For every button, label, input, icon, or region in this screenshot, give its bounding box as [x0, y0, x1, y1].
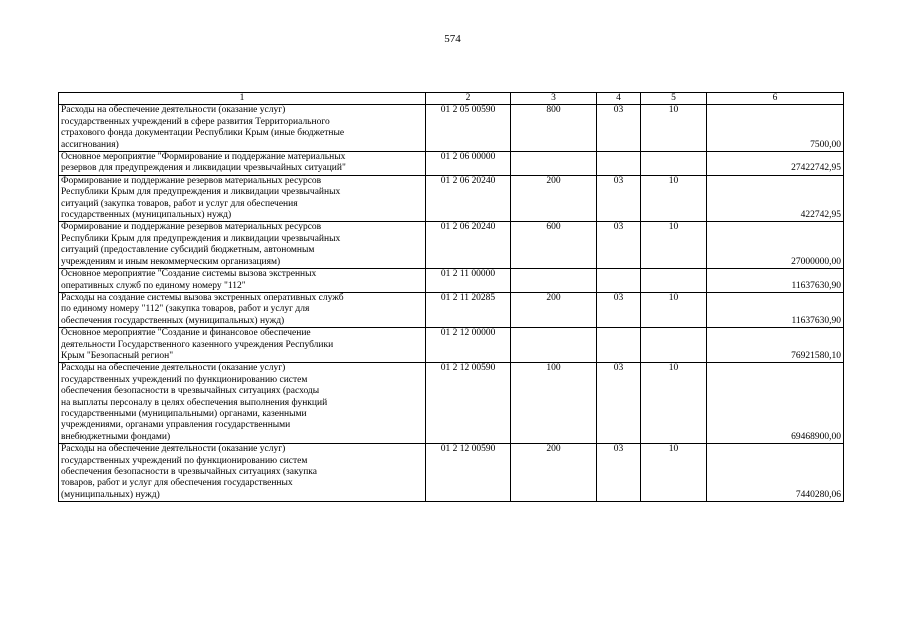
row-subsection-cell: 10	[641, 222, 707, 269]
row-expense-type-cell	[511, 269, 597, 293]
row-name-cell: Расходы на обеспечение деятельности (оказание услуг) государственных учреждений в сфере развития Территориального страхового фонда документации Республики Крым (иные бюджетные ассигнования)	[59, 105, 426, 152]
row-section-cell: 03	[597, 363, 641, 444]
row-name-cell: Расходы на создание системы вызова экстренных оперативных служб по единому номеру "112" (закупка товаров, работ и услуг для обеспечения государственных (муниципальных) нужд)	[59, 292, 426, 327]
row-sum-cell: 7440280,06	[707, 444, 844, 502]
row-subsection-cell: 10	[641, 175, 707, 222]
table-row	[59, 105, 844, 152]
row-code-cell: 01 2 11 00000	[426, 269, 511, 293]
row-expense-type-cell	[511, 152, 597, 176]
header-cell-4: 4	[597, 93, 641, 105]
row-section-cell: 03	[597, 444, 641, 502]
row-expense-type-cell: 600	[511, 222, 597, 269]
row-section-cell: 03	[597, 175, 641, 222]
row-sum-cell: 76921580,10	[707, 328, 844, 363]
header-cell-2: 2	[426, 93, 511, 105]
row-subsection-cell: 10	[641, 444, 707, 502]
table-row	[59, 175, 844, 222]
header-cell-6: 6	[707, 93, 844, 105]
row-name-cell: Основное мероприятие "Создание и финансовое обеспечение деятельности Государственного казенного учреждения Республики Крым "Безопасный регион"	[59, 328, 426, 363]
row-expense-type-cell: 200	[511, 292, 597, 327]
table-row	[59, 269, 844, 293]
row-code-cell: 01 2 12 00000	[426, 328, 511, 363]
row-code-cell: 01 2 06 20240	[426, 222, 511, 269]
row-subsection-cell	[641, 152, 707, 176]
row-subsection-cell: 10	[641, 292, 707, 327]
row-expense-type-cell: 200	[511, 444, 597, 502]
row-code-cell: 01 2 06 20240	[426, 175, 511, 222]
row-sum-cell: 11637630,90	[707, 292, 844, 327]
table-body	[59, 93, 844, 502]
row-section-cell: 03	[597, 222, 641, 269]
row-name-cell: Расходы на обеспечение деятельности (оказание услуг) государственных учреждений по функционированию систем обеспечения безопасности в чрезвычайных ситуациях (закупка товаров, работ и услуг для обеспечения государственных (муниципальных) нужд)	[59, 444, 426, 502]
row-expense-type-cell: 800	[511, 105, 597, 152]
row-name-cell: Формирование и поддержание резервов материальных ресурсов Республики Крым для предупреждения и ликвидации чрезвычайных ситуаций (предоставление субсидий бюджетным, автономным учреждениям и иным некоммерческим организациям)	[59, 222, 426, 269]
table-row	[59, 328, 844, 363]
row-subsection-cell: 10	[641, 363, 707, 444]
row-sum-cell: 69468900,00	[707, 363, 844, 444]
row-subsection-cell: 10	[641, 105, 707, 152]
row-sum-cell: 27422742,95	[707, 152, 844, 176]
table-header-row	[59, 93, 844, 105]
table-row	[59, 444, 844, 502]
table-row	[59, 152, 844, 176]
header-cell-5: 5	[641, 93, 707, 105]
row-subsection-cell	[641, 269, 707, 293]
table-row	[59, 292, 844, 327]
row-code-cell: 01 2 12 00590	[426, 444, 511, 502]
row-section-cell	[597, 152, 641, 176]
row-code-cell: 01 2 12 00590	[426, 363, 511, 444]
row-code-cell: 01 2 11 20285	[426, 292, 511, 327]
row-section-cell	[597, 328, 641, 363]
row-code-cell: 01 2 06 00000	[426, 152, 511, 176]
row-name-cell: Расходы на обеспечение деятельности (оказание услуг) государственных учреждений по функционированию систем обеспечения безопасности в чрезвычайных ситуациях (расходы на выплаты персоналу в целях обеспечения выполнения функций государственными (муниципальными) органами, казенными учреждениями, органами управления государственными внебюджетными фондами)	[59, 363, 426, 444]
row-subsection-cell	[641, 328, 707, 363]
page-number: 574	[444, 33, 461, 45]
row-section-cell	[597, 269, 641, 293]
row-expense-type-cell: 200	[511, 175, 597, 222]
table-row	[59, 222, 844, 269]
row-expense-type-cell: 100	[511, 363, 597, 444]
budget-table	[58, 92, 844, 502]
row-sum-cell: 27000000,00	[707, 222, 844, 269]
header-cell-3: 3	[511, 93, 597, 105]
table-row	[59, 363, 844, 444]
row-expense-type-cell	[511, 328, 597, 363]
row-name-cell: Формирование и поддержание резервов материальных ресурсов Республики Крым для предупреждения и ликвидации чрезвычайных ситуаций (закупка товаров, работ и услуг для обеспечения государственных (муниципальных) нужд)	[59, 175, 426, 222]
header-cell-1: 1	[59, 93, 426, 105]
row-sum-cell: 7500,00	[707, 105, 844, 152]
row-name-cell: Основное мероприятие "Формирование и поддержание материальных резервов для предупреждения и ликвидации чрезвычайных ситуаций"	[59, 152, 426, 176]
row-section-cell: 03	[597, 292, 641, 327]
row-sum-cell: 422742,95	[707, 175, 844, 222]
row-code-cell: 01 2 05 00590	[426, 105, 511, 152]
row-section-cell: 03	[597, 105, 641, 152]
row-sum-cell: 11637630,90	[707, 269, 844, 293]
row-name-cell: Основное мероприятие "Создание системы вызова экстренных оперативных служб по единому номеру "112"	[59, 269, 426, 293]
